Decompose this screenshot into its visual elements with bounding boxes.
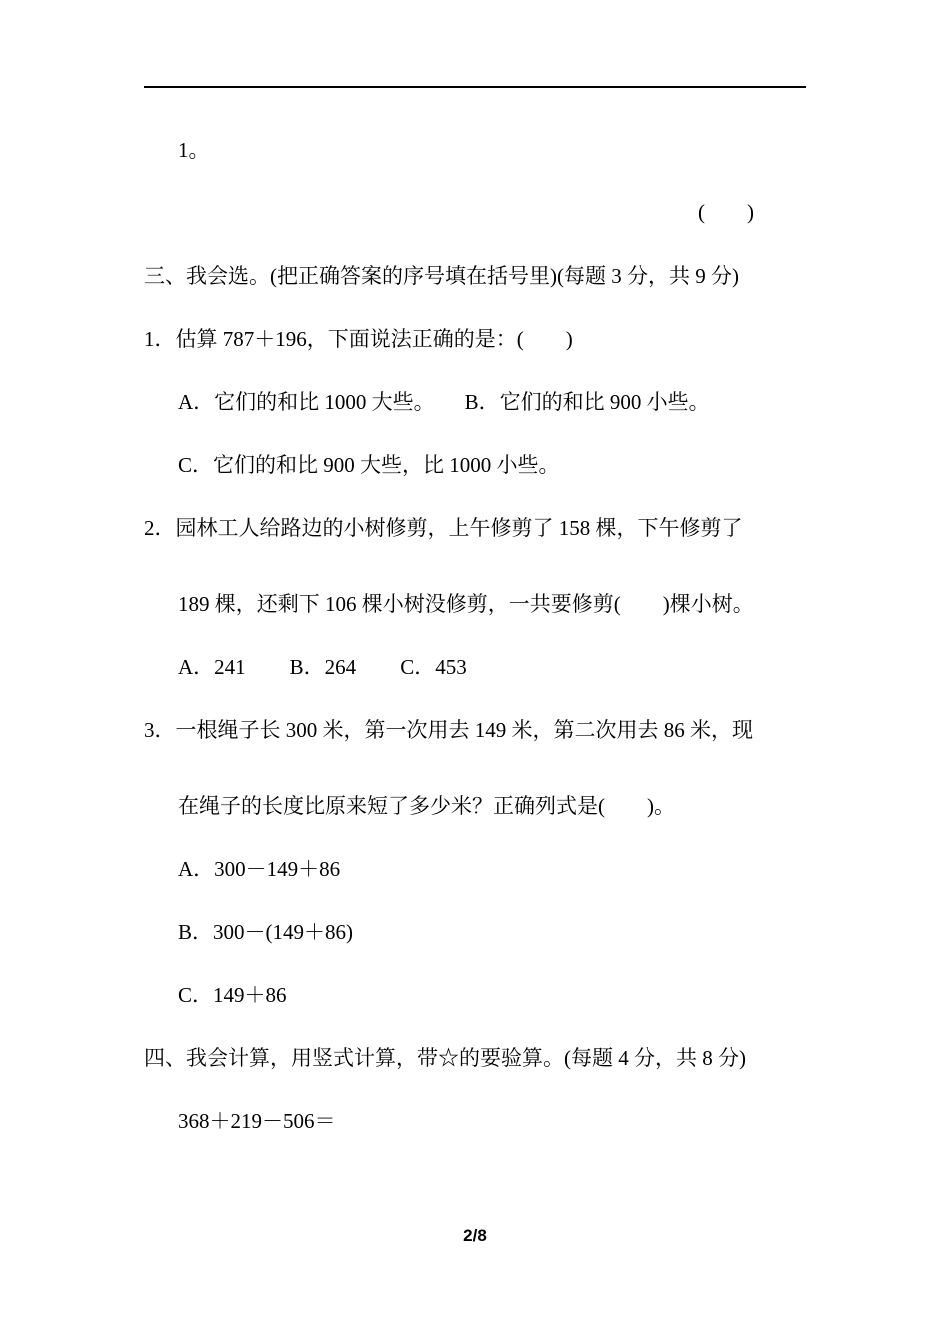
q2-option-a: A．241 bbox=[178, 655, 246, 679]
q3-line2: 在绳子的长度比原来短了多少米？正确列式是( )。 bbox=[178, 794, 675, 818]
q1-text: 1．估算 787＋196，下面说法正确的是：( ) bbox=[144, 327, 573, 351]
q1-option-b: B．它们的和比 900 小些。 bbox=[464, 390, 710, 414]
q3-option-b: B．300－(149＋86) bbox=[178, 920, 353, 944]
page-number: 2/8 bbox=[463, 1226, 487, 1245]
q3-option-c: C．149＋86 bbox=[178, 983, 287, 1007]
header-rule bbox=[144, 86, 806, 88]
q3-option-a: A．300－149＋86 bbox=[178, 857, 341, 881]
answer-parentheses: ( ) bbox=[698, 200, 754, 224]
q2-line2: 189 棵，还剩下 106 棵小树没修剪，一共要修剪( )棵小树。 bbox=[178, 592, 754, 616]
q2-options bbox=[178, 653, 467, 681]
q1-options-ab bbox=[178, 388, 710, 416]
q2-option-b: B．264 bbox=[289, 655, 357, 679]
calc-expression: 368＋219－506＝ bbox=[178, 1109, 336, 1133]
q1-option-c: C．它们的和比 900 大些，比 1000 小些。 bbox=[178, 453, 560, 477]
q3-line1: 3．一根绳子长 300 米，第一次用去 149 米，第二次用去 86 米，现 bbox=[144, 718, 753, 742]
section3-heading: 三、我会选。(把正确答案的序号填在括号里)(每题 3 分，共 9 分) bbox=[144, 264, 739, 288]
section4-heading: 四、我会计算，用竖式计算，带☆的要验算。(每题 4 分，共 8 分) bbox=[144, 1046, 746, 1070]
top-fragment: 1。 bbox=[178, 138, 210, 162]
q1-option-a: A．它们的和比 1000 大些。 bbox=[178, 390, 435, 414]
q2-line1: 2．园林工人给路边的小树修剪，上午修剪了 158 棵，下午修剪了 bbox=[144, 516, 743, 540]
q2-option-c: C．453 bbox=[400, 655, 467, 679]
